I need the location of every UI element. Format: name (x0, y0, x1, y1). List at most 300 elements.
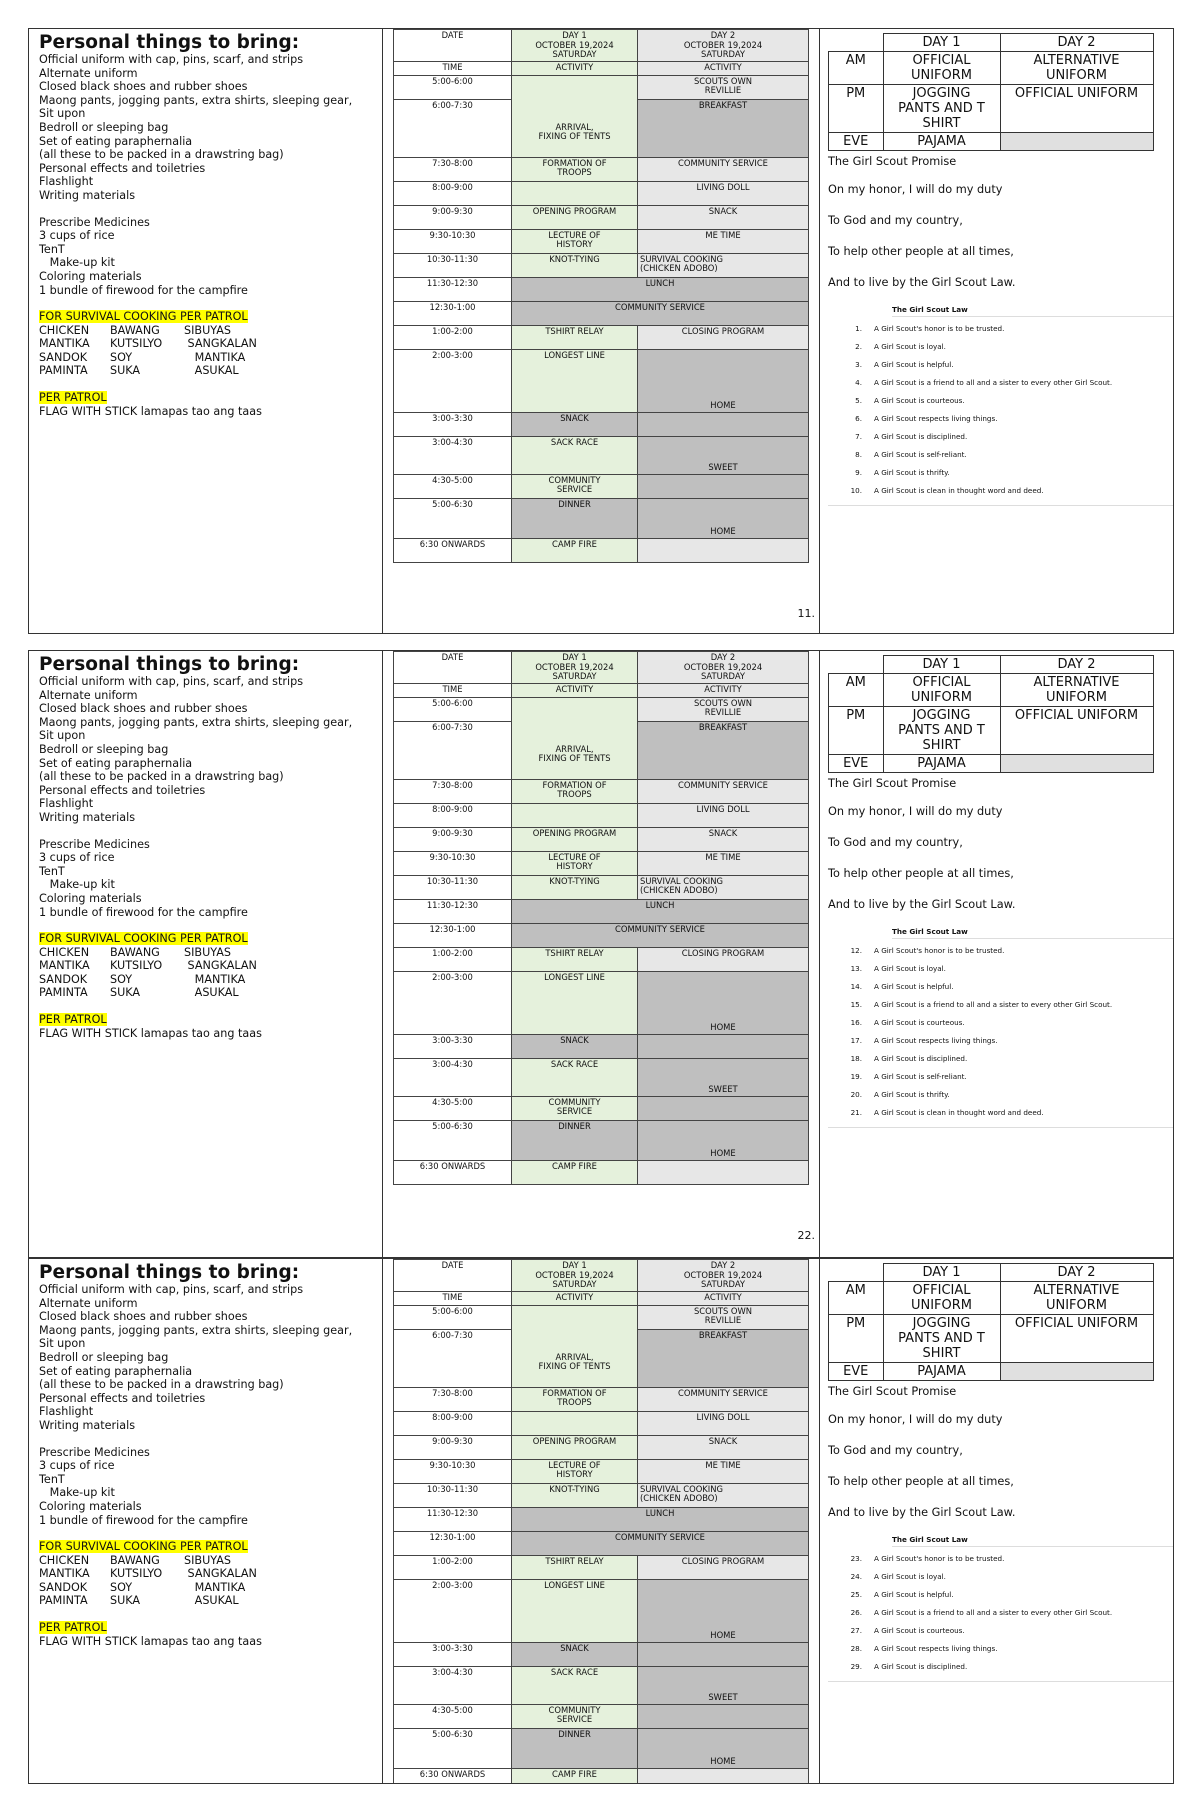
law-text: A Girl Scout's honor is to be trusted. (874, 324, 1005, 333)
uniform-am: AM (829, 674, 884, 707)
time-cell: 6:30 ONWARDS (394, 538, 512, 562)
patrol-item: FLAG WITH STICK lamapas tao ang taas (39, 404, 262, 418)
schedule-column (383, 651, 820, 1257)
thing-item: Set of eating paraphernalia (39, 1364, 193, 1378)
law-number: 9. (855, 468, 862, 477)
schedule-cell: SNACK (512, 412, 638, 436)
time-cell: 3:00-3:30 (394, 1642, 512, 1666)
thing-item: Writing materials (39, 188, 136, 202)
law-item (828, 947, 1173, 955)
time-cell: 11:30-12:30 (394, 1507, 512, 1531)
ingredient: SANGKALAN (184, 1567, 257, 1581)
promise-line: And to live by the Girl Scout Law. (828, 276, 1016, 289)
thing-item: Maong pants, jogging pants, extra shirts, sleeping gear, (39, 1323, 353, 1337)
time-cell: 2:00-3:00 (394, 971, 512, 1034)
thing-item: Personal effects and toiletries (39, 161, 206, 175)
time-cell: 3:00-4:30 (394, 436, 512, 474)
schedule-cell: ME TIME (638, 229, 809, 253)
law-number: 24. (850, 1572, 862, 1581)
page-number: 22. (797, 1229, 815, 1242)
thing-item: Flashlight (39, 797, 94, 811)
time-cell: 4:30-5:00 (394, 1096, 512, 1120)
law-text: A Girl Scout respects living things. (874, 414, 998, 423)
uniform-pm: PM (829, 1315, 884, 1363)
law-text: A Girl Scout is helpful. (874, 360, 954, 369)
law-text: A Girl Scout's honor is to be trusted. (874, 946, 1005, 955)
uniform-pm: PM (829, 707, 884, 755)
law-item (828, 361, 1173, 369)
arrival-text: ARRIVAL, FIXING OF TENTS (538, 121, 611, 141)
time-cell: 9:30-10:30 (394, 1459, 512, 1483)
thing-item: Prescribe Medicines (39, 1445, 150, 1459)
schedule-cell: CAMP FIRE (512, 1768, 638, 1783)
things-list (29, 1259, 382, 1652)
uniform-pm: PM (829, 85, 884, 133)
law-item (828, 1037, 1173, 1045)
ingredient: ASUKAL (184, 986, 239, 1000)
law-number: 23. (850, 1554, 862, 1563)
law-number: 14. (850, 982, 862, 991)
uniform-cell: JOGGING PANTS AND T SHIRT (883, 707, 1000, 755)
schedule-cell: SACK RACE (512, 1666, 638, 1704)
time-cell: 9:00-9:30 (394, 205, 512, 229)
time-cell: 4:30-5:00 (394, 474, 512, 498)
schedule-cell: SWEET (638, 436, 809, 474)
uniform-day2: DAY 2 (1000, 656, 1153, 674)
uniform-cell: OFFICIAL UNIFORM (883, 674, 1000, 707)
ingredient: MANTIKA (39, 1567, 90, 1581)
schedule-cell: FORMATION OF TROOPS (512, 779, 638, 803)
thing-item: (all these to be packed in a drawstring bag) (39, 148, 284, 162)
arrival-text: ARRIVAL, FIXING OF TENTS (538, 743, 611, 763)
schedule-cell: BREAKFAST (638, 1329, 809, 1387)
thing-item: Official uniform with cap, pins, scarf, and strips (39, 1283, 304, 1296)
schedule-table (393, 1259, 809, 1783)
ingredient: PAMINTA (39, 1594, 88, 1608)
ingredient-row (39, 324, 372, 338)
ingredient: MANTIKA (39, 959, 90, 973)
law-item (828, 451, 1173, 459)
law-number: 16. (850, 1018, 862, 1027)
law-text: A Girl Scout is a friend to all and a sister to every other Girl Scout. (874, 1000, 1113, 1009)
law-item (828, 469, 1173, 477)
date-label: DATE (394, 652, 512, 684)
law-text: A Girl Scout is courteous. (874, 396, 965, 405)
uniform-table (828, 1263, 1154, 1381)
things-column (29, 29, 383, 633)
page-number: 11. (797, 607, 815, 620)
time-cell: 10:30-11:30 (394, 875, 512, 899)
uniform-eve: EVE (829, 755, 884, 773)
thing-item: Flashlight (39, 175, 94, 189)
items-a (39, 675, 372, 825)
ingredient: ASUKAL (184, 364, 239, 378)
schedule-cell: KNOT-TYING (512, 875, 638, 899)
law-text: A Girl Scout is self-reliant. (874, 450, 967, 459)
uniform-eve: EVE (829, 1363, 884, 1381)
time-cell: 9:00-9:30 (394, 1435, 512, 1459)
law-number: 20. (850, 1090, 862, 1099)
thing-item: Prescribe Medicines (39, 837, 150, 851)
uniform-cell: OFFICIAL UNIFORM (1000, 85, 1153, 133)
ingredient-row (39, 1594, 372, 1608)
law-item (828, 343, 1173, 351)
uniform-cell: JOGGING PANTS AND T SHIRT (883, 85, 1000, 133)
schedule-cell: HOME (638, 971, 809, 1034)
schedule-cell: CLOSING PROGRAM (638, 1555, 809, 1579)
law-title: The Girl Scout Law (892, 1535, 1173, 1547)
girl-scout-promise (828, 777, 1173, 912)
law-text: A Girl Scout is thrifty. (874, 1090, 950, 1099)
thing-item: Sit upon (39, 729, 86, 743)
schedule-cell: LIVING DOLL (638, 181, 809, 205)
thing-item: Official uniform with cap, pins, scarf, and strips (39, 675, 304, 688)
ingredient: SANGKALAN (184, 337, 257, 351)
ingredient: BAWANG (110, 945, 160, 959)
ingredient: SUKA (110, 1594, 141, 1608)
activity-label: ACTIVITY (512, 683, 638, 697)
arrival-cell (512, 1305, 638, 1387)
promise-line: To help other people at all times, (828, 1475, 1014, 1488)
law-number: 13. (850, 964, 862, 973)
patrol-title: PER PATROL (39, 1621, 107, 1635)
items-b (39, 838, 372, 920)
time-cell: 11:30-12:30 (394, 277, 512, 301)
schedule-cell: COMMUNITY SERVICE (512, 1531, 809, 1555)
law-number: 8. (855, 450, 862, 459)
ingredient: SANGKALAN (184, 959, 257, 973)
schedule-cell: TSHIRT RELAY (512, 1555, 638, 1579)
cooking-ingredients (39, 946, 372, 1000)
law-item (828, 433, 1173, 441)
time-cell: 12:30-1:00 (394, 301, 512, 325)
schedule-cell: SACK RACE (512, 436, 638, 474)
schedule-cell: SACK RACE (512, 1058, 638, 1096)
schedule-table (393, 651, 809, 1185)
promise-line: On my honor, I will do my duty (828, 183, 1003, 196)
law-item (828, 1627, 1173, 1635)
uniform-cell: PAJAMA (883, 755, 1000, 773)
ingredient: MANTIKA (184, 1580, 246, 1594)
law-text: A Girl Scout is disciplined. (874, 432, 968, 441)
patrol-title: PER PATROL (39, 391, 107, 405)
law-item (828, 1555, 1173, 1563)
ingredient: CHICKEN (39, 945, 90, 959)
promise-line: And to live by the Girl Scout Law. (828, 898, 1016, 911)
schedule-cell: CLOSING PROGRAM (638, 947, 809, 971)
arrival-cell (512, 697, 638, 779)
schedule-cell: CLOSING PROGRAM (638, 325, 809, 349)
law-text: A Girl Scout is courteous. (874, 1626, 965, 1635)
thing-item: TenT (39, 864, 65, 878)
ingredient: MANTIKA (184, 350, 246, 364)
schedule-cell: COMMUNITY SERVICE (512, 474, 638, 498)
schedule-cell: HOME (638, 1579, 809, 1642)
time-cell: 9:30-10:30 (394, 229, 512, 253)
law-text: A Girl Scout is a friend to all and a sister to every other Girl Scout. (874, 1608, 1113, 1617)
thing-item: Bedroll or sleeping bag (39, 1350, 169, 1364)
schedule-cell: OPENING PROGRAM (512, 1435, 638, 1459)
law-item (828, 1573, 1173, 1581)
uniform-cell: OFFICIAL UNIFORM (883, 52, 1000, 85)
schedule-cell: HOME (638, 498, 809, 538)
cooking-ingredients (39, 1554, 372, 1608)
schedule-cell: LONGEST LINE (512, 971, 638, 1034)
ingredient: SANDOK (39, 1580, 88, 1594)
activity-label: ACTIVITY (512, 61, 638, 75)
time-cell: 12:30-1:00 (394, 1531, 512, 1555)
promise-column (820, 651, 1173, 1257)
promise-line: To help other people at all times, (828, 867, 1014, 880)
law-item (828, 1663, 1173, 1671)
ingredient-row (39, 1554, 372, 1568)
arrival-cell (512, 75, 638, 157)
law-number: 17. (850, 1036, 862, 1045)
things-column (29, 651, 383, 1257)
schedule-column (383, 29, 820, 633)
law-text: A Girl Scout is helpful. (874, 982, 954, 991)
thing-item: Sit upon (39, 107, 86, 121)
ingredient: MANTIKA (184, 972, 246, 986)
law-item (828, 1001, 1173, 1009)
girl-scout-promise (828, 155, 1173, 290)
schedule-cell: SURVIVAL COOKING (CHICKEN ADOBO) (638, 875, 809, 899)
schedule-cell: SURVIVAL COOKING (CHICKEN ADOBO) (638, 1483, 809, 1507)
schedule-cell: COMMUNITY SERVICE (638, 779, 809, 803)
law-text: A Girl Scout is loyal. (874, 964, 946, 973)
promise-title: The Girl Scout Promise (828, 155, 957, 168)
law-item (828, 379, 1173, 387)
panel-2 (28, 650, 1174, 1258)
time-cell: 5:00-6:00 (394, 1305, 512, 1329)
schedule-cell: HOME (638, 1120, 809, 1160)
law-number: 21. (850, 1108, 862, 1117)
schedule-cell: BREAKFAST (638, 99, 809, 157)
promise-column (820, 29, 1173, 633)
thing-item: 3 cups of rice (39, 229, 115, 243)
things-list (29, 651, 382, 1044)
law-text: A Girl Scout is clean in thought word and deed. (874, 1108, 1044, 1117)
uniform-table (828, 33, 1154, 151)
schedule-cell: OPENING PROGRAM (512, 827, 638, 851)
time-cell: 1:00-2:00 (394, 947, 512, 971)
ingredient: SOY (110, 350, 133, 364)
ingredient: SUKA (110, 364, 141, 378)
ingredient: SIBUYAS (184, 945, 231, 959)
thing-item: 3 cups of rice (39, 1459, 115, 1473)
law-text: A Girl Scout's honor is to be trusted. (874, 1554, 1005, 1563)
law-item (828, 1055, 1173, 1063)
items-a (39, 1283, 372, 1433)
activity-label: ACTIVITY (512, 1291, 638, 1305)
thing-item: Set of eating paraphernalia (39, 756, 193, 770)
ingredient-row (39, 973, 372, 987)
uniform-day2: DAY 2 (1000, 1264, 1153, 1282)
time-cell: 9:30-10:30 (394, 851, 512, 875)
law-number: 3. (855, 360, 862, 369)
thing-item: Maong pants, jogging pants, extra shirts, sleeping gear, (39, 715, 353, 729)
law-text: A Girl Scout is courteous. (874, 1018, 965, 1027)
ingredient: SIBUYAS (184, 1553, 231, 1567)
time-cell: 10:30-11:30 (394, 1483, 512, 1507)
law-item (828, 1645, 1173, 1653)
law-text: A Girl Scout is disciplined. (874, 1054, 968, 1063)
promise-line: To God and my country, (828, 836, 963, 849)
time-cell: 5:00-6:30 (394, 1120, 512, 1160)
law-item (828, 415, 1173, 423)
schedule-cell: LECTURE OF HISTORY (512, 851, 638, 875)
law-number: 6. (855, 414, 862, 423)
time-cell: 3:00-3:30 (394, 412, 512, 436)
law-number: 4. (855, 378, 862, 387)
uniform-day2: DAY 2 (1000, 34, 1153, 52)
law-text: A Girl Scout is disciplined. (874, 1662, 968, 1671)
promise-line: To God and my country, (828, 1444, 963, 1457)
ingredient: BAWANG (110, 323, 160, 337)
law-item (828, 1609, 1173, 1617)
schedule-cell: SNACK (512, 1034, 638, 1058)
schedule-cell: LECTURE OF HISTORY (512, 229, 638, 253)
law-text: A Girl Scout is clean in thought word and deed. (874, 486, 1044, 495)
uniform-am: AM (829, 1282, 884, 1315)
schedule-cell: ME TIME (638, 851, 809, 875)
time-cell: 12:30-1:00 (394, 923, 512, 947)
schedule-table (393, 29, 809, 563)
schedule-cell: SCOUTS OWN REVILLIE (638, 1305, 809, 1329)
schedule-cell: SCOUTS OWN REVILLIE (638, 697, 809, 721)
schedule-cell: KNOT-TYING (512, 1483, 638, 1507)
girl-scout-law (828, 305, 1173, 495)
schedule-cell: COMMUNITY SERVICE (638, 157, 809, 181)
law-item (828, 983, 1173, 991)
schedule-cell: SCOUTS OWN REVILLIE (638, 75, 809, 99)
schedule-cell: LECTURE OF HISTORY (512, 1459, 638, 1483)
schedule-cell: HOME (638, 1728, 809, 1768)
law-item (828, 1091, 1173, 1099)
schedule-cell: FORMATION OF TROOPS (512, 157, 638, 181)
cooking-title: FOR SURVIVAL COOKING PER PATROL (39, 1540, 248, 1554)
thing-item: Set of eating paraphernalia (39, 134, 193, 148)
panel-3 (28, 1258, 1174, 1784)
ingredient-row (39, 337, 372, 351)
cooking-title: FOR SURVIVAL COOKING PER PATROL (39, 310, 248, 324)
law-number: 5. (855, 396, 862, 405)
schedule-cell: SNACK (638, 205, 809, 229)
schedule-cell: LUNCH (512, 1507, 809, 1531)
time-cell: 4:30-5:00 (394, 1704, 512, 1728)
schedule-cell: LONGEST LINE (512, 349, 638, 412)
things-title: Personal things to bring: (39, 1262, 300, 1283)
ingredient: SOY (110, 972, 133, 986)
ingredient: KUTSILYO (110, 337, 163, 351)
thing-item: (all these to be packed in a drawstring bag) (39, 770, 284, 784)
uniform-table (828, 655, 1154, 773)
thing-item: Make-up kit (39, 878, 115, 892)
items-a (39, 53, 372, 203)
uniform-day1: DAY 1 (883, 34, 1000, 52)
day2-header: DAY 2 OCTOBER 19,2024 SATURDAY (638, 30, 809, 62)
ingredient-row (39, 351, 372, 365)
time-cell: 5:00-6:30 (394, 498, 512, 538)
uniform-cell: JOGGING PANTS AND T SHIRT (883, 1315, 1000, 1363)
thing-item: Coloring materials (39, 1499, 142, 1513)
law-number: 2. (855, 342, 862, 351)
time-cell: 10:30-11:30 (394, 253, 512, 277)
time-cell: 1:00-2:00 (394, 325, 512, 349)
thing-item: Sit upon (39, 1337, 86, 1351)
ingredient-row (39, 959, 372, 973)
thing-item: TenT (39, 242, 65, 256)
law-item (828, 965, 1173, 973)
promise-line: On my honor, I will do my duty (828, 805, 1003, 818)
thing-item: Make-up kit (39, 1486, 115, 1500)
law-number: 18. (850, 1054, 862, 1063)
law-number: 25. (850, 1590, 862, 1599)
law-number: 12. (850, 946, 862, 955)
thing-item: Alternate uniform (39, 688, 138, 702)
time-cell: 2:00-3:00 (394, 1579, 512, 1642)
girl-scout-promise (828, 1385, 1173, 1520)
ingredient-row (39, 946, 372, 960)
schedule-column (383, 1259, 820, 1783)
time-cell: 9:00-9:30 (394, 827, 512, 851)
thing-item: Maong pants, jogging pants, extra shirts, sleeping gear, (39, 93, 353, 107)
schedule-cell: DINNER (512, 1120, 638, 1160)
day2-header: DAY 2 OCTOBER 19,2024 SATURDAY (638, 652, 809, 684)
thing-item: Writing materials (39, 810, 136, 824)
time-cell: 5:00-6:00 (394, 75, 512, 99)
ingredient: CHICKEN (39, 1553, 90, 1567)
ingredient: KUTSILYO (110, 1567, 163, 1581)
time-cell: 6:30 ONWARDS (394, 1160, 512, 1184)
law-item (828, 1073, 1173, 1081)
law-item (828, 325, 1173, 333)
schedule-cell: SNACK (512, 1642, 638, 1666)
law-number: 7. (855, 432, 862, 441)
schedule-cell: SNACK (638, 827, 809, 851)
uniform-am: AM (829, 52, 884, 85)
time-cell: 8:00-9:00 (394, 1411, 512, 1435)
promise-title: The Girl Scout Promise (828, 777, 957, 790)
cooking-ingredients (39, 324, 372, 378)
schedule-cell: TSHIRT RELAY (512, 947, 638, 971)
law-number: 29. (850, 1662, 862, 1671)
things-list (29, 29, 382, 422)
promise-title: The Girl Scout Promise (828, 1385, 957, 1398)
uniform-day1: DAY 1 (883, 656, 1000, 674)
date-label: DATE (394, 1260, 512, 1292)
time-cell: 5:00-6:00 (394, 697, 512, 721)
schedule-cell: COMMUNITY SERVICE (512, 923, 809, 947)
ingredient-row (39, 1581, 372, 1595)
law-text: A Girl Scout is helpful. (874, 1590, 954, 1599)
thing-item: Prescribe Medicines (39, 215, 150, 229)
schedule-cell: OPENING PROGRAM (512, 205, 638, 229)
ingredient: ASUKAL (184, 1594, 239, 1608)
time-cell: 11:30-12:30 (394, 899, 512, 923)
thing-item: Bedroll or sleeping bag (39, 120, 169, 134)
things-column (29, 1259, 383, 1783)
ingredient-row (39, 1567, 372, 1581)
things-title: Personal things to bring: (39, 654, 300, 675)
uniform-cell: OFFICIAL UNIFORM (883, 1282, 1000, 1315)
thing-item: Alternate uniform (39, 66, 138, 80)
law-item (828, 1109, 1173, 1117)
schedule-cell: BREAKFAST (638, 721, 809, 779)
schedule-cell: LIVING DOLL (638, 1411, 809, 1435)
schedule-cell: TSHIRT RELAY (512, 325, 638, 349)
law-number: 1. (855, 324, 862, 333)
